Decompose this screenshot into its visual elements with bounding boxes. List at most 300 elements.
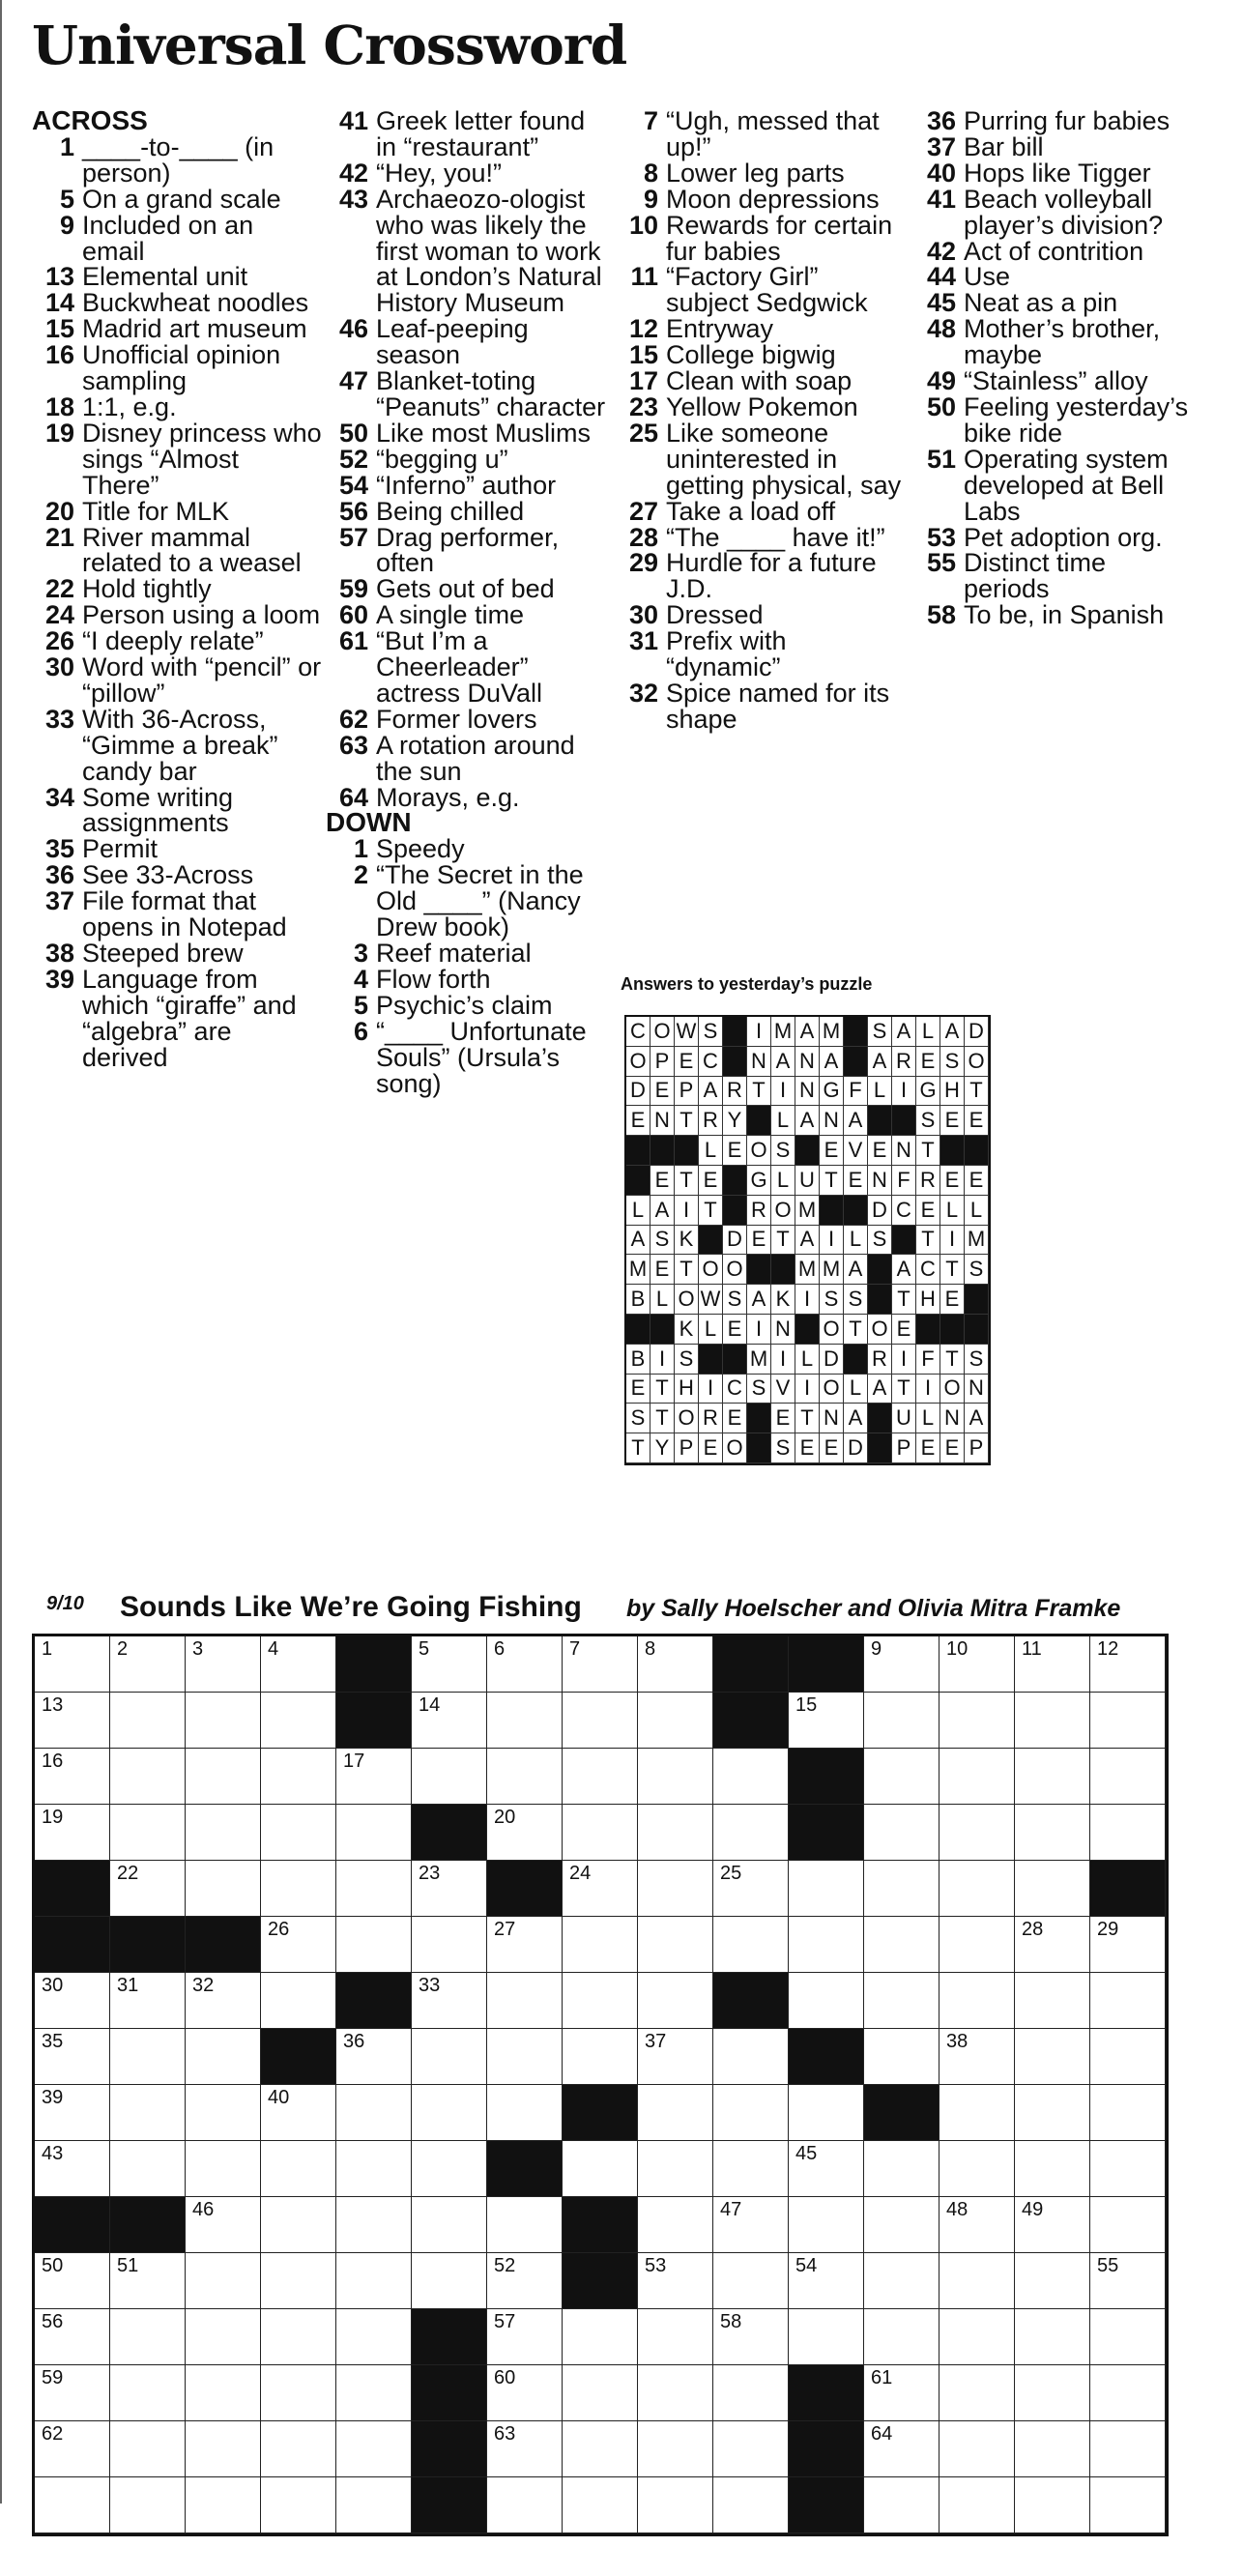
- grid-cell[interactable]: [563, 1805, 638, 1861]
- grid-cell[interactable]: [638, 2085, 713, 2141]
- grid-cell[interactable]: [336, 2141, 412, 2197]
- clue-item: [616, 264, 903, 316]
- clue-text: “Stainless” alloy: [964, 366, 1148, 396]
- clue-item: [32, 862, 322, 888]
- grid-cell[interactable]: [563, 1861, 638, 1917]
- grid-cell[interactable]: [563, 2477, 638, 2533]
- grid-cell[interactable]: [336, 2253, 412, 2309]
- grid-cell[interactable]: [563, 2141, 638, 2197]
- answer-letter: I: [699, 1375, 723, 1404]
- grid-cell[interactable]: [186, 1861, 261, 1917]
- clue-number: 4: [353, 964, 368, 994]
- clue-number: 9: [643, 184, 658, 214]
- answer-letter: P: [650, 1047, 675, 1077]
- grid-cell[interactable]: [563, 1693, 638, 1749]
- grid-cell[interactable]: [412, 2085, 487, 2141]
- grid-black-square: [713, 1693, 789, 1749]
- grid-cell[interactable]: [563, 1973, 638, 2029]
- grid-cell[interactable]: [939, 1917, 1015, 1973]
- grid-cell[interactable]: [261, 2421, 336, 2477]
- grid-cell[interactable]: [1015, 2197, 1090, 2253]
- grid-cell[interactable]: [186, 2309, 261, 2365]
- grid-cell[interactable]: [789, 1973, 864, 2029]
- grid-cell[interactable]: [789, 1693, 864, 1749]
- grid-cell[interactable]: [789, 2085, 864, 2141]
- answer-letter: G: [916, 1077, 940, 1107]
- grid-cell[interactable]: [110, 1973, 186, 2029]
- grid-cell[interactable]: [336, 2029, 412, 2085]
- grid-cell[interactable]: [563, 2365, 638, 2421]
- grid-clue-number: 23: [419, 1863, 441, 1884]
- grid-clue-number: 58: [720, 2311, 742, 2332]
- grid-clue-number: 54: [795, 2255, 818, 2276]
- grid-cell[interactable]: [336, 2197, 412, 2253]
- grid-cell[interactable]: [186, 2197, 261, 2253]
- grid-cell[interactable]: [261, 2085, 336, 2141]
- answer-letter: R: [723, 1077, 747, 1107]
- clue-text: See 33-Across: [82, 860, 254, 890]
- clue-text: “begging u”: [376, 444, 508, 474]
- grid-clue-number: 64: [871, 2423, 893, 2445]
- grid-cell[interactable]: [563, 2309, 638, 2365]
- clue-item: [616, 420, 903, 499]
- grid-cell[interactable]: [1015, 2309, 1090, 2365]
- grid-cell[interactable]: [939, 1636, 1015, 1693]
- grid-cell[interactable]: [186, 2141, 261, 2197]
- grid-cell[interactable]: [939, 2085, 1015, 2141]
- grid-cell[interactable]: [713, 2365, 789, 2421]
- grid-cell[interactable]: [110, 2365, 186, 2421]
- answer-letter: H: [916, 1285, 940, 1315]
- grid-cell[interactable]: [35, 1693, 110, 1749]
- grid-cell[interactable]: [487, 2253, 563, 2309]
- clue-text: Pet adoption org.: [964, 522, 1163, 552]
- grid-cell[interactable]: [864, 2365, 939, 2421]
- clue-item: [326, 602, 606, 628]
- answer-black-square: [892, 1106, 916, 1136]
- grid-cell[interactable]: [789, 2253, 864, 2309]
- grid-cell[interactable]: [336, 2309, 412, 2365]
- grid-cell[interactable]: [186, 2253, 261, 2309]
- grid-cell[interactable]: [713, 1749, 789, 1805]
- grid-cell[interactable]: [412, 2197, 487, 2253]
- grid-cell[interactable]: [864, 1861, 939, 1917]
- grid-cell[interactable]: [864, 2197, 939, 2253]
- grid-cell[interactable]: [261, 1636, 336, 1693]
- answer-letter: C: [626, 1017, 650, 1047]
- answer-black-square: [626, 1315, 650, 1345]
- grid-cell[interactable]: [563, 1636, 638, 1693]
- grid-cell[interactable]: [487, 2309, 563, 2365]
- clue-text: Disney princess who sings “Almost There”: [82, 418, 322, 500]
- grid-cell[interactable]: [35, 2365, 110, 2421]
- grid-cell[interactable]: [186, 1973, 261, 2029]
- clue-number: 64: [338, 782, 368, 812]
- grid-cell[interactable]: [487, 1917, 563, 1973]
- grid-cell[interactable]: [336, 2421, 412, 2477]
- grid-cell[interactable]: [1015, 1693, 1090, 1749]
- grid-cell[interactable]: [864, 1636, 939, 1693]
- grid-cell[interactable]: [939, 1749, 1015, 1805]
- clue-item: [913, 184, 1196, 240]
- grid-cell[interactable]: [1090, 1917, 1166, 1973]
- grid-cell[interactable]: [563, 2421, 638, 2477]
- grid-cell[interactable]: [110, 2309, 186, 2365]
- clue-number: 31: [628, 626, 658, 656]
- grid-cell[interactable]: [35, 1805, 110, 1861]
- grid-cell[interactable]: [713, 2309, 789, 2365]
- grid-cell[interactable]: [487, 2085, 563, 2141]
- grid-cell[interactable]: [412, 1636, 487, 1693]
- grid-cell[interactable]: [1015, 1917, 1090, 1973]
- grid-clue-number: 33: [419, 1975, 441, 1996]
- grid-cell[interactable]: [412, 1861, 487, 1917]
- grid-cell[interactable]: [789, 2309, 864, 2365]
- grid-cell[interactable]: [110, 2085, 186, 2141]
- answer-black-square: [868, 1255, 892, 1285]
- grid-clue-number: 9: [871, 1638, 882, 1660]
- clue-text: Mother’s brother, maybe: [964, 314, 1161, 370]
- grid-cell[interactable]: [638, 2253, 713, 2309]
- grid-cell[interactable]: [487, 1805, 563, 1861]
- answer-letter: S: [723, 1285, 747, 1315]
- grid-cell[interactable]: [939, 2421, 1015, 2477]
- clue-text: Hops like Tigger: [964, 158, 1151, 188]
- grid-cell[interactable]: [1090, 2197, 1166, 2253]
- clue-number: 19: [44, 418, 74, 448]
- grid-cell[interactable]: [412, 2141, 487, 2197]
- grid-cell[interactable]: [864, 1973, 939, 2029]
- grid-cell[interactable]: [110, 2029, 186, 2085]
- grid-cell[interactable]: [412, 1693, 487, 1749]
- grid-cell[interactable]: [487, 2029, 563, 2085]
- grid-cell[interactable]: [186, 1749, 261, 1805]
- answer-letter: L: [626, 1196, 650, 1226]
- grid-cell[interactable]: [713, 2085, 789, 2141]
- answer-letter: L: [916, 1017, 940, 1047]
- grid-cell[interactable]: [336, 2085, 412, 2141]
- grid-cell[interactable]: [1090, 2029, 1166, 2085]
- grid-cell[interactable]: [110, 1861, 186, 1917]
- grid-cell[interactable]: [35, 2029, 110, 2085]
- grid-cell[interactable]: [939, 1805, 1015, 1861]
- answer-letter: N: [892, 1136, 916, 1166]
- grid-cell[interactable]: [336, 1861, 412, 1917]
- answer-letter: O: [650, 1017, 675, 1047]
- clue-number: 15: [44, 314, 74, 344]
- grid-cell[interactable]: [487, 1749, 563, 1805]
- clue-item: [32, 210, 322, 266]
- answer-letter: A: [892, 1017, 916, 1047]
- grid-cell[interactable]: [1015, 2421, 1090, 2477]
- grid-cell[interactable]: [638, 1805, 713, 1861]
- grid-cell[interactable]: [939, 2477, 1015, 2533]
- clue-item: [32, 602, 322, 628]
- grid-cell[interactable]: [864, 2253, 939, 2309]
- grid-cell[interactable]: [261, 2197, 336, 2253]
- grid-cell[interactable]: [186, 1693, 261, 1749]
- grid-cell[interactable]: [35, 1973, 110, 2029]
- grid-cell[interactable]: [864, 1693, 939, 1749]
- grid-cell[interactable]: [789, 1917, 864, 1973]
- grid-cell[interactable]: [35, 2421, 110, 2477]
- answer-letter: A: [844, 1404, 868, 1433]
- grid-clue-number: 57: [494, 2311, 516, 2332]
- grid-cell[interactable]: [713, 2197, 789, 2253]
- clue-text: Some writing assignments: [82, 782, 234, 838]
- grid-cell[interactable]: [864, 2421, 939, 2477]
- grid-cell[interactable]: [1090, 1636, 1166, 1693]
- grid-cell[interactable]: [35, 2253, 110, 2309]
- grid-cell[interactable]: [110, 2141, 186, 2197]
- answer-letter: E: [747, 1226, 771, 1256]
- grid-cell[interactable]: [487, 2477, 563, 2533]
- grid-cell[interactable]: [713, 1917, 789, 1973]
- grid-cell[interactable]: [713, 2421, 789, 2477]
- grid-cell[interactable]: [638, 1693, 713, 1749]
- grid-cell[interactable]: [186, 2477, 261, 2533]
- grid-cell[interactable]: [713, 2477, 789, 2533]
- grid-cell[interactable]: [261, 2141, 336, 2197]
- grid-cell[interactable]: [563, 1749, 638, 1805]
- grid-cell[interactable]: [1015, 2085, 1090, 2141]
- grid-cell[interactable]: [638, 2197, 713, 2253]
- grid-cell[interactable]: [939, 2253, 1015, 2309]
- grid-cell[interactable]: [261, 1917, 336, 1973]
- clue-number: 61: [338, 626, 368, 656]
- clue-number: 63: [338, 730, 368, 760]
- grid-cell[interactable]: [261, 2253, 336, 2309]
- grid-cell[interactable]: [864, 2477, 939, 2533]
- grid-cell[interactable]: [1015, 2029, 1090, 2085]
- grid-cell[interactable]: [939, 2309, 1015, 2365]
- down-heading: DOWN: [326, 807, 412, 838]
- grid-cell[interactable]: [1090, 1973, 1166, 2029]
- grid-cell[interactable]: [638, 1749, 713, 1805]
- grid-cell[interactable]: [261, 1861, 336, 1917]
- grid-cell[interactable]: [1090, 2421, 1166, 2477]
- grid-cell[interactable]: [336, 1917, 412, 1973]
- grid-cell[interactable]: [110, 1636, 186, 1693]
- grid-cell[interactable]: [110, 1749, 186, 1805]
- grid-cell[interactable]: [1015, 2253, 1090, 2309]
- grid-cell[interactable]: [487, 2365, 563, 2421]
- grid-cell[interactable]: [789, 2141, 864, 2197]
- grid-cell[interactable]: [35, 2309, 110, 2365]
- grid-cell[interactable]: [638, 2365, 713, 2421]
- grid-cell[interactable]: [1015, 2365, 1090, 2421]
- grid-cell[interactable]: [939, 1861, 1015, 1917]
- grid-cell[interactable]: [35, 2477, 110, 2533]
- grid-cell[interactable]: [563, 2029, 638, 2085]
- answer-letter: C: [916, 1255, 940, 1285]
- grid-cell[interactable]: [864, 1749, 939, 1805]
- grid-cell[interactable]: [939, 1693, 1015, 1749]
- grid-clue-number: 61: [871, 2367, 893, 2388]
- grid-cell[interactable]: [638, 1917, 713, 1973]
- grid-cell[interactable]: [638, 1973, 713, 2029]
- grid-cell[interactable]: [487, 1693, 563, 1749]
- grid-cell[interactable]: [1015, 1805, 1090, 1861]
- grid-cell[interactable]: [713, 1861, 789, 1917]
- grid-cell[interactable]: [939, 2029, 1015, 2085]
- grid-cell[interactable]: [261, 1805, 336, 1861]
- grid-cell[interactable]: [261, 2365, 336, 2421]
- grid-cell[interactable]: [1015, 1749, 1090, 1805]
- clue-text: Language from which “giraffe” and “algebra” are derived: [82, 964, 297, 1072]
- grid-cell[interactable]: [186, 1636, 261, 1693]
- grid-cell[interactable]: [336, 2477, 412, 2533]
- grid-cell[interactable]: [1015, 1973, 1090, 2029]
- answer-black-square: [699, 1226, 723, 1256]
- answer-letter: E: [916, 1433, 940, 1463]
- grid-cell[interactable]: [412, 2253, 487, 2309]
- grid-cell[interactable]: [939, 2141, 1015, 2197]
- grid-cell[interactable]: [864, 2141, 939, 2197]
- grid-cell[interactable]: [186, 2421, 261, 2477]
- grid-cell[interactable]: [939, 2365, 1015, 2421]
- grid-cell[interactable]: [1090, 1805, 1166, 1861]
- grid-cell[interactable]: [939, 1973, 1015, 2029]
- grid-cell[interactable]: [261, 2477, 336, 2533]
- grid-clue-number: 7: [569, 1638, 581, 1660]
- grid-cell[interactable]: [35, 1749, 110, 1805]
- grid-cell[interactable]: [1090, 2309, 1166, 2365]
- grid-cell[interactable]: [487, 1973, 563, 2029]
- answer-letter: L: [965, 1196, 989, 1226]
- answer-letter: S: [771, 1136, 795, 1166]
- answer-black-square: [723, 1047, 747, 1077]
- clue-number: 28: [628, 522, 658, 552]
- grid-black-square: [789, 1636, 864, 1693]
- grid-cell[interactable]: [1015, 1861, 1090, 1917]
- grid-cell[interactable]: [713, 1805, 789, 1861]
- clue-number: 36: [44, 860, 74, 890]
- answer-letter: R: [916, 1166, 940, 1196]
- grid-clue-number: 24: [569, 1863, 592, 1884]
- grid-cell[interactable]: [487, 2421, 563, 2477]
- grid-clue-number: 25: [720, 1863, 742, 1884]
- grid-cell[interactable]: [1090, 2253, 1166, 2309]
- answer-letter: L: [916, 1404, 940, 1433]
- grid-cell[interactable]: [1090, 2365, 1166, 2421]
- grid-cell[interactable]: [35, 2085, 110, 2141]
- grid-cell[interactable]: [110, 1805, 186, 1861]
- grid-cell[interactable]: [412, 2029, 487, 2085]
- grid-cell[interactable]: [412, 1973, 487, 2029]
- answer-letter: O: [820, 1315, 844, 1345]
- grid-black-square: [35, 1861, 110, 1917]
- clue-text: Being chilled: [376, 496, 525, 526]
- grid-cell[interactable]: [412, 1749, 487, 1805]
- answer-black-square: [795, 1315, 820, 1345]
- grid-cell[interactable]: [713, 2141, 789, 2197]
- answer-letter: E: [650, 1255, 675, 1285]
- yesterday-answers-label: Answers to yesterday’s puzzle: [621, 974, 873, 994]
- grid-cell[interactable]: [939, 2197, 1015, 2253]
- answer-letter: L: [771, 1106, 795, 1136]
- answer-letter: I: [650, 1345, 675, 1375]
- grid-cell[interactable]: [638, 2141, 713, 2197]
- clue-text: Elemental unit: [82, 262, 248, 292]
- grid-cell[interactable]: [110, 1693, 186, 1749]
- grid-cell[interactable]: [1015, 1636, 1090, 1693]
- grid-cell[interactable]: [713, 2253, 789, 2309]
- grid-cell[interactable]: [864, 1805, 939, 1861]
- grid-cell[interactable]: [864, 2029, 939, 2085]
- grid-cell[interactable]: [638, 1861, 713, 1917]
- grid-cell[interactable]: [35, 1636, 110, 1693]
- grid-cell[interactable]: [638, 2309, 713, 2365]
- grid-cell[interactable]: [110, 2421, 186, 2477]
- grid-cell[interactable]: [487, 2197, 563, 2253]
- grid-cell[interactable]: [789, 2197, 864, 2253]
- grid-cell[interactable]: [110, 2477, 186, 2533]
- grid-cell[interactable]: [261, 1749, 336, 1805]
- grid-cell[interactable]: [864, 2309, 939, 2365]
- clue-item: [326, 782, 606, 812]
- grid-cell[interactable]: [261, 1973, 336, 2029]
- grid-cell[interactable]: [1090, 2141, 1166, 2197]
- grid-cell[interactable]: [864, 1917, 939, 1973]
- grid-cell[interactable]: [789, 1861, 864, 1917]
- grid-cell[interactable]: [563, 1917, 638, 1973]
- grid-cell[interactable]: [261, 2309, 336, 2365]
- grid-cell[interactable]: [412, 1917, 487, 1973]
- clue-text: Former lovers: [376, 704, 537, 734]
- grid-cell[interactable]: [336, 1749, 412, 1805]
- grid-clue-number: 37: [645, 2031, 667, 2052]
- clue-item: [913, 391, 1196, 448]
- answer-letter: O: [723, 1255, 747, 1285]
- grid-cell[interactable]: [638, 1636, 713, 1693]
- answer-black-square: [626, 1136, 650, 1166]
- grid-cell[interactable]: [1015, 2477, 1090, 2533]
- crossword-grid: [32, 1634, 1169, 2536]
- answer-letter: A: [699, 1077, 723, 1107]
- grid-cell[interactable]: [35, 2141, 110, 2197]
- grid-clue-number: 51: [117, 2255, 139, 2276]
- grid-cell[interactable]: [638, 2421, 713, 2477]
- clue-item: [326, 496, 606, 526]
- grid-cell[interactable]: [1090, 2477, 1166, 2533]
- grid-cell[interactable]: [186, 2029, 261, 2085]
- grid-cell[interactable]: [638, 2477, 713, 2533]
- answer-letter: L: [699, 1136, 723, 1166]
- answer-letter: E: [626, 1106, 650, 1136]
- grid-cell[interactable]: [1090, 1749, 1166, 1805]
- grid-cell[interactable]: [487, 1636, 563, 1693]
- grid-cell[interactable]: [1090, 1693, 1166, 1749]
- answer-letter: I: [771, 1077, 795, 1107]
- grid-cell[interactable]: [1015, 2141, 1090, 2197]
- grid-cell[interactable]: [638, 2029, 713, 2085]
- grid-cell[interactable]: [1090, 2085, 1166, 2141]
- answer-letter: O: [820, 1375, 844, 1404]
- grid-cell[interactable]: [336, 2365, 412, 2421]
- grid-cell[interactable]: [186, 2085, 261, 2141]
- grid-cell[interactable]: [186, 1805, 261, 1861]
- grid-cell[interactable]: [110, 2253, 186, 2309]
- grid-cell[interactable]: [261, 1693, 336, 1749]
- yesterday-answer-grid: [624, 1015, 991, 1465]
- grid-cell[interactable]: [186, 2365, 261, 2421]
- grid-cell[interactable]: [713, 2029, 789, 2085]
- clue-number: 26: [44, 626, 74, 656]
- clue-number: 56: [338, 496, 368, 526]
- answer-letter: T: [747, 1077, 771, 1107]
- grid-cell[interactable]: [336, 1805, 412, 1861]
